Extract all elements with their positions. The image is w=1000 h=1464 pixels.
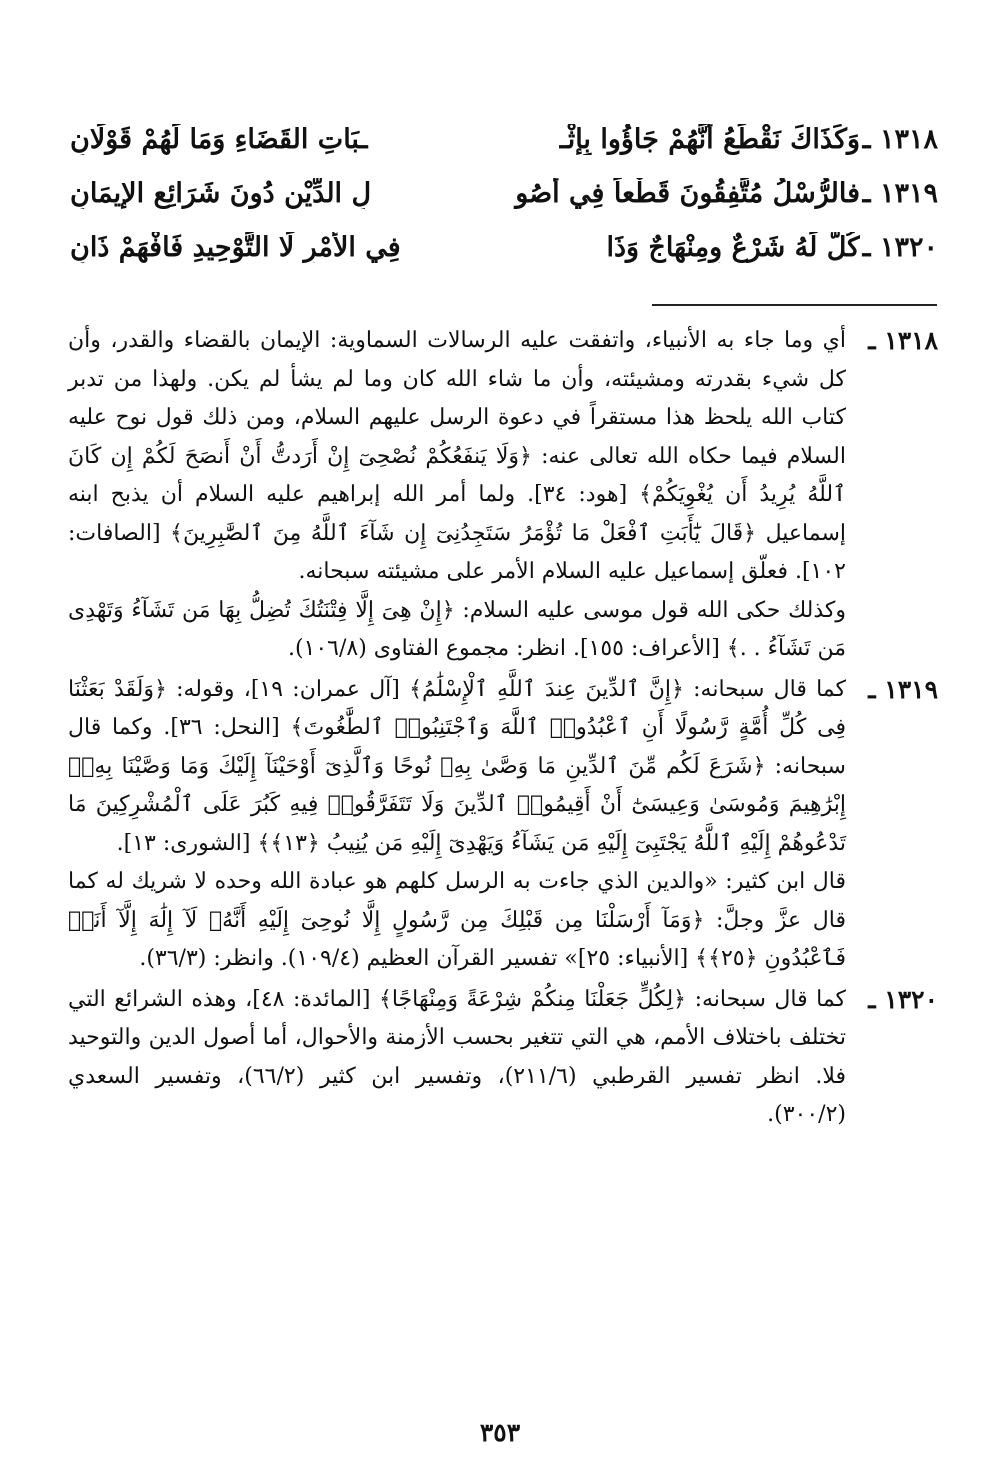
- verse-line: [70, 220, 938, 274]
- footnote-body: [68, 322, 846, 669]
- footnotes: [68, 322, 938, 1137]
- footnote-number: ١٣١٩ ـ: [868, 674, 938, 704]
- footnote-body: [68, 981, 846, 1135]
- footnote: [68, 981, 938, 1135]
- footnote-number: ١٣٢٠ ـ: [868, 984, 938, 1014]
- page-number: ٣٥٣: [479, 1418, 521, 1447]
- footnote-paragraph: قال ابن كثير: «والدين الذي جاءت به الرسل كلهم هو عبادة الله وحده لا شريك له كما قال عزَّ وجلَّ: ﴿وَمَآ أَرْسَلْنَا مِن قَبْلِكَ مِن رَّسُولٍ إِلَّا نُوحِىٓ إِلَيْهِ أَنَّهُۥ لَآ إِلَٰهَ إِلَّآ أَنَا۠ فَٱعْبُدُونِ ﴿٢٥﴾﴾ [الأنبياء: ٢٥]» تفسير القرآن العظيم (١٠٩/٤). وانظر: (٣٦/٣).: [68, 869, 846, 971]
- footnote-body: [68, 671, 846, 979]
- footnote-number: ١٣١٨ ـ: [868, 326, 938, 355]
- footnote-paragraph: وكذلك حكى الله قول موسى عليه السلام: ﴿إِنْ هِىَ إِلَّا فِتْنَتُكَ تُضِلُّ بِهَا مَن تَشَآءُ وَتَهْدِى مَن تَشَآءُ . .﴾ [الأعراف: ١٥٥]. انظر: مجموع الفتاوى (١٠٦/٨).: [68, 597, 846, 661]
- verse-line: [70, 112, 938, 166]
- footnote-paragraph: كما قال سبحانه: ﴿إِنَّ ٱلدِّينَ عِندَ ٱللَّهِ ٱلْإِسْلَٰمُ﴾ [آل عمران: ١٩]، وقوله: ﴿وَلَقَدْ بَعَثْنَا فِى كُلِّ أُمَّةٍ رَّسُولًا أَنِ ٱعْبُدُوا۟ ٱللَّهَ وَٱجْتَنِبُوا۟ ٱلطَّٰغُوتَ﴾ [النحل: ٣٦]. وكما قال سبحانه: ﴿شَرَعَ لَكُم مِّنَ ٱلدِّينِ مَا وَصَّىٰ بِهِۦ نُوحًا وَٱلَّذِىٓ أَوْحَيْنَآ إِلَيْكَ وَمَا وَصَّيْنَا بِهِۦٓ إِبْرَٰهِيمَ وَمُوسَىٰ وَعِيسَىٰٓ أَنْ أَقِيمُوا۟ ٱلدِّينَ وَلَا تَتَفَرَّقُوا۟ فِيهِ كَبُرَ عَلَى ٱلْمُشْرِكِينَ مَا تَدْعُوهُمْ إِلَيْهِ ٱللَّهُ يَجْتَبِىٓ إِلَيْهِ مَن يَشَآءُ وَيَهْدِىٓ إِلَيْهِ مَن يُنِيبُ ﴿١٣﴾﴾ [الشورى: ١٣].: [68, 676, 846, 856]
- footnote: [68, 322, 938, 669]
- verse-first-hemistich: كُلٌّ لَهُ شَرْعٌ وِمِنْهَاجٌ وَذَا: [606, 231, 860, 263]
- footnote-separator: [652, 304, 937, 306]
- verse-second-hemistich: لِ الدِّيْنِ دُونَ شَرَائِعِ الإيمَانِ: [70, 177, 372, 209]
- verse-second-hemistich: فِي الأَمْرِ لَا التَّوْحِيدِ فَافْهَمْ ذَانِ: [70, 231, 401, 263]
- verse-first-hemistich: وَكَذَاكَ نَقْطَعُ أَنَّهُمْ جَاؤُوا بِإثْـ: [559, 123, 860, 155]
- verse-first-hemistich: فالرُّسْلُ مُتَّفِقُونَ قَطْعاً فِي أصُو: [515, 177, 860, 209]
- footnote-paragraph: أي وما جاء به الأنبياء، واتفقت عليه الرسالات السماوية: الإيمان بالقضاء والقدر، وأن كل شيء بقدرته ومشيئته، وأن ما شاء الله كان وما لم يشأ لم يكن. ولهذا من تدبر كتاب الله يلحظ هذا مستقراً في دعوة الرسل عليهم السلام، ومن ذلك قول نوح عليه السلام فيما حكاه الله تعالى عنه: ﴿وَلَا يَنفَعُكُمْ نُصْحِىٓ إِنْ أَرَدتُّ أَنْ أَنصَحَ لَكُمْ إِن كَانَ ٱللَّهُ يُرِيدُ أَن يُغْوِيَكُمْ﴾ [هود: ٣٤]. ولما أمر الله إبراهيم عليه السلام أن يذبح ابنه إسماعيل ﴿قَالَ يَٰٓأَبَتِ ٱفْعَلْ مَا تُؤْمَرُ سَتَجِدُنِىٓ إِن شَآءَ ٱللَّهُ مِنَ ٱلصَّٰبِرِينَ﴾ [الصافات: ١٠٢]. فعلّق إسماعيل عليه السلام الأمر على مشيئته سبحانه.: [68, 328, 846, 584]
- verse-number: ١٣١٨ ـ: [862, 123, 938, 155]
- footnote: [68, 671, 938, 979]
- verse-number: ١٣١٩ ـ: [862, 177, 938, 209]
- verse-line: [70, 166, 938, 220]
- poem-verses: [70, 112, 938, 274]
- verse-number: ١٣٢٠ ـ: [862, 231, 938, 263]
- footnote-paragraph: كما قال سبحانه: ﴿لِكُلٍّ جَعَلْنَا مِنكُمْ شِرْعَةً وَمِنْهَاجًا﴾ [المائدة: ٤٨]، وهذه الشرائع التي تختلف باختلاف الأمم، هي التي تتغير بحسب الأزمنة والأحوال، أما أصول الدين والتوحيد فلا. انظر تفسير القرطبي (٢١١/٦)، وتفسير ابن كثير (٦٦/٢)، وتفسير السعدي (٣٠٠/٢).: [68, 986, 847, 1127]
- verse-second-hemistich: ـبَاتِ القَضَاءِ وَمَا لَهُمْ قَوْلَانِ: [70, 123, 368, 155]
